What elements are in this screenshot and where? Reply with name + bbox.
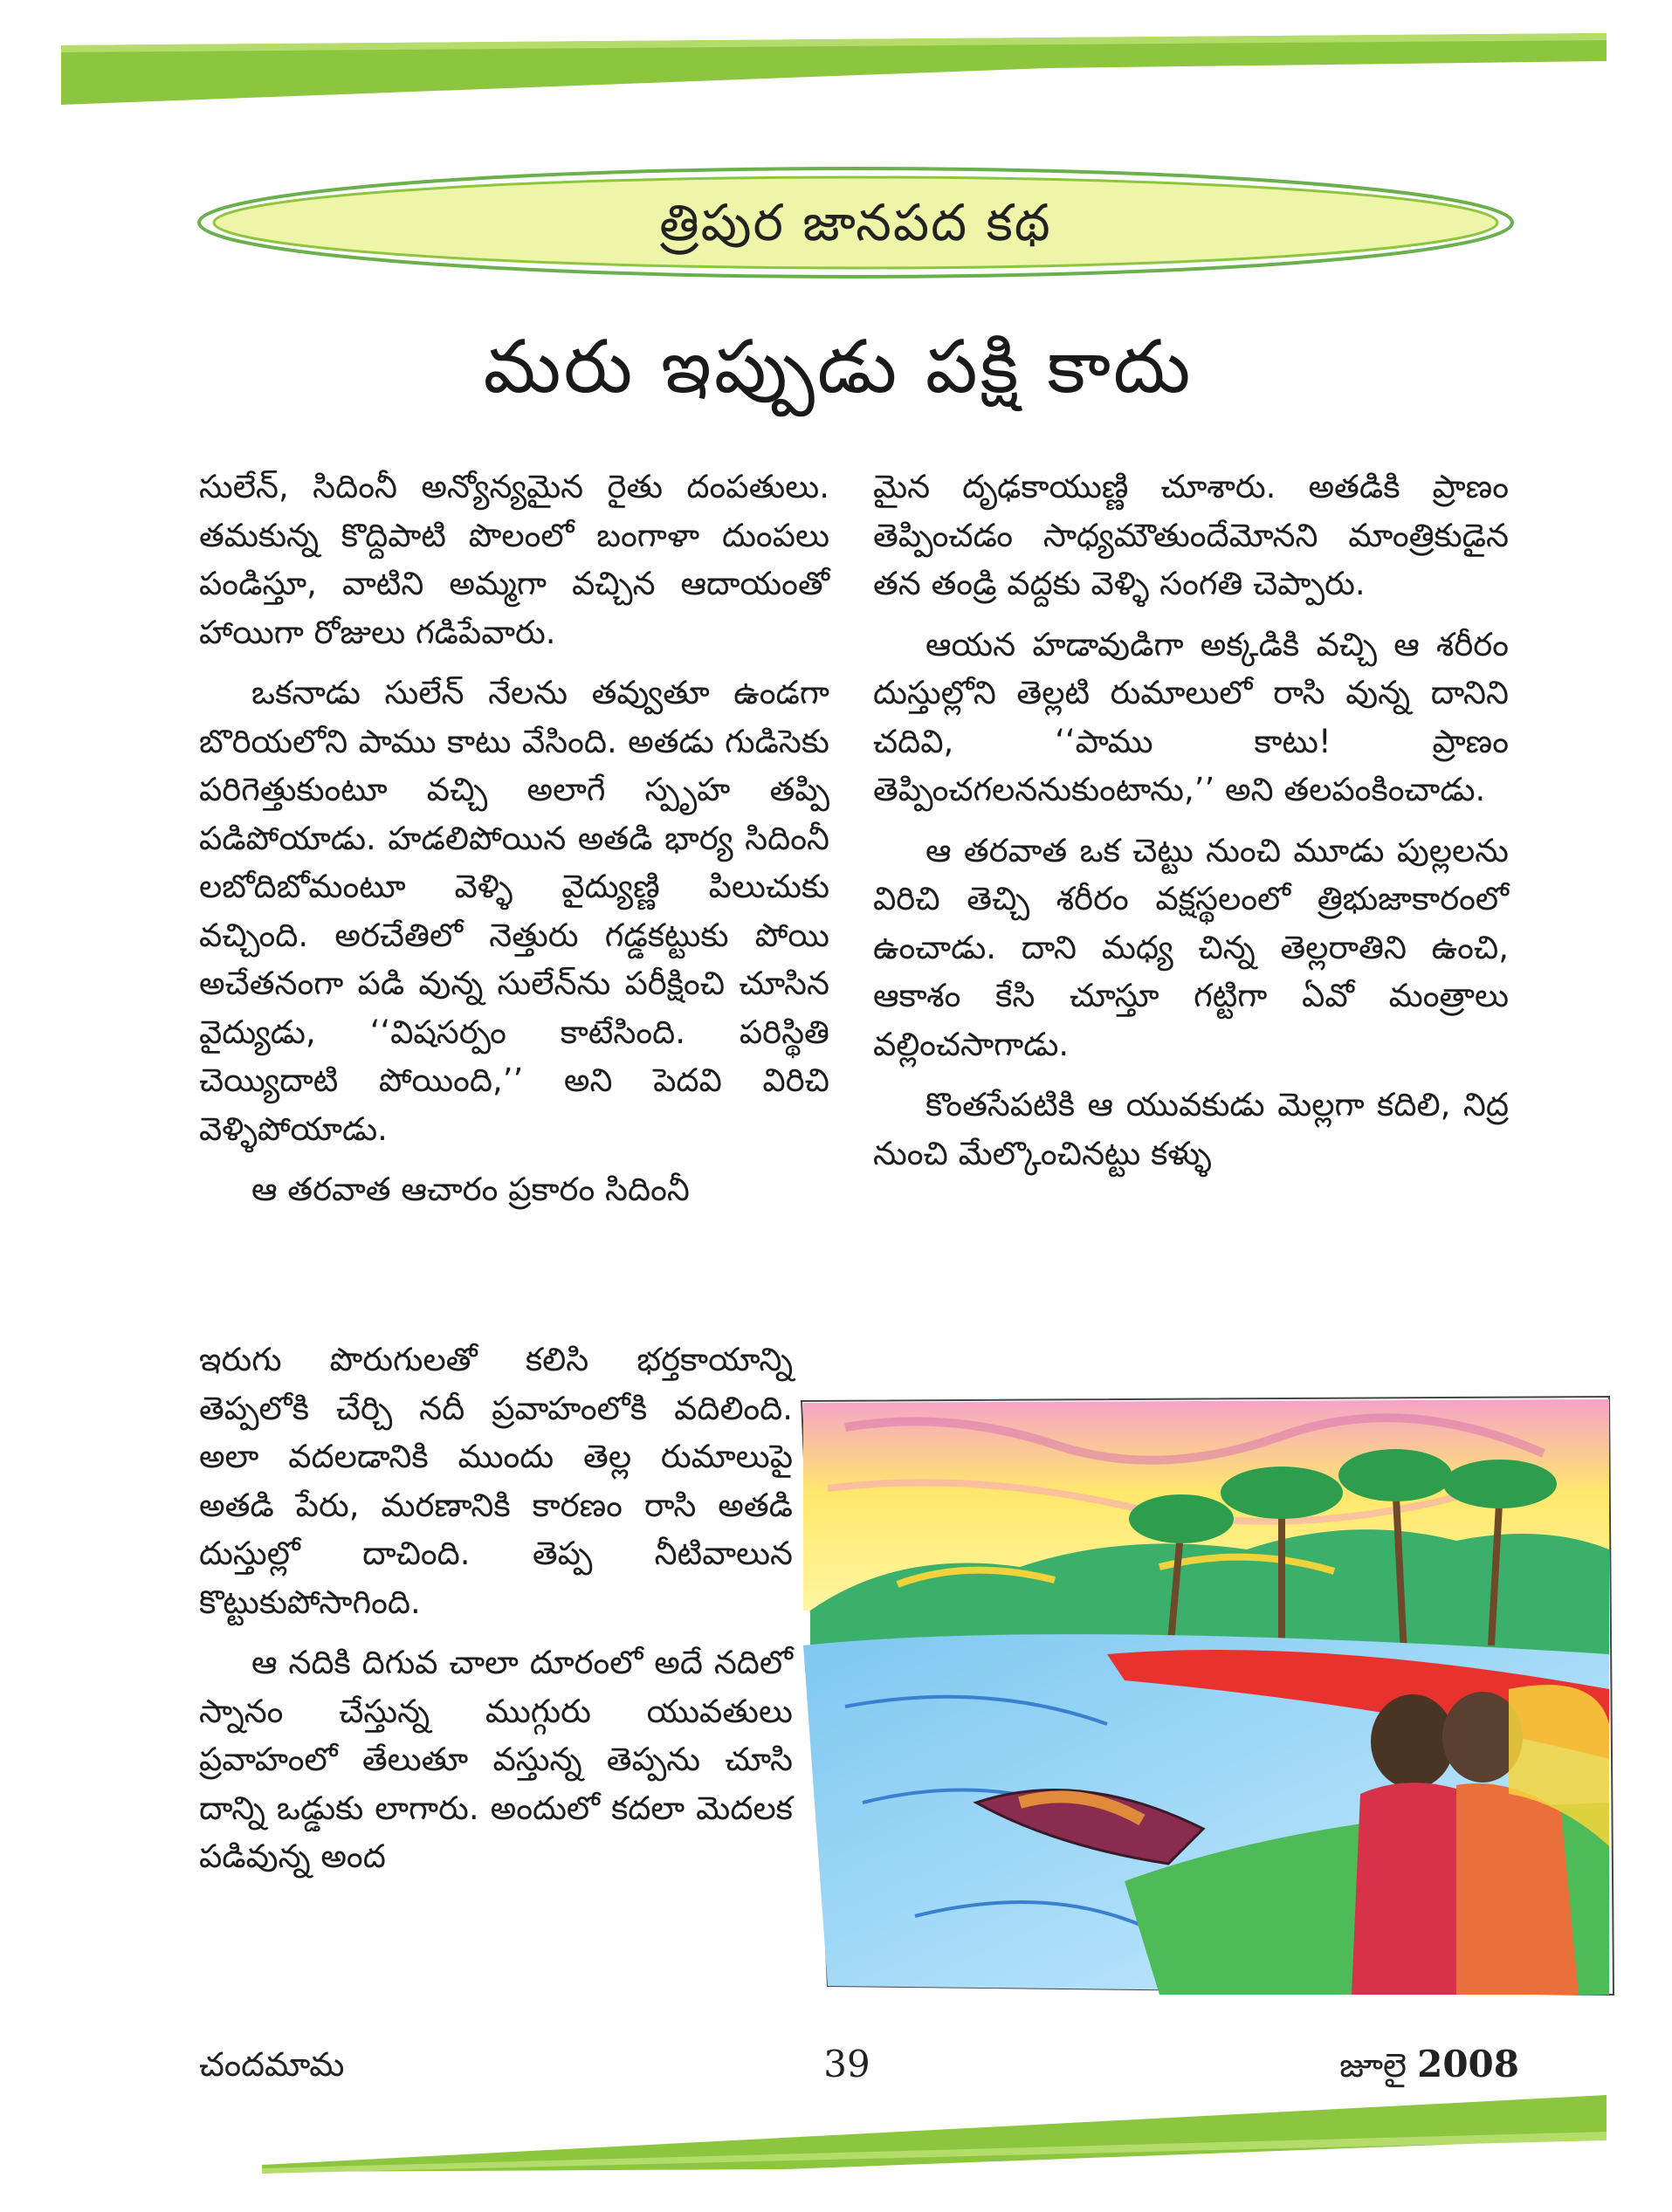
left-paragraph-2: ఒకనాడు సులేన్ నేలను తవ్వుతూ ఉండగా బొరియలోని పాము కాటు వేసింది. అతడు గుడిసెకు పరిగెత్తుకుంటూ వచ్చి అలాగే స్పృహ తప్పి పడిపోయాడు. హడలిపోయిన అతడి భార్య సిదింనీ లబోదిబోమంటూ వెళ్ళి వైద్యుణ్ణి పిలుచుకు వచ్చింది. అరచేతిలో నెత్తురు గడ్డకట్టుకు పోయి అచేతనంగా పడి వున్న సులేన్‌ను పరీక్షించి చూసిన వైద్యుడు, ‘‘విషసర్పం కాటేసింది. పరిస్థితి చెయ్యిదాటి పోయింది,’’ అని పెదవి విరిచి వెళ్ళిపోయాడు. [199, 674, 829, 1148]
left-column [199, 463, 829, 1226]
left-paragraph-3-start: ఆ తరవాత ఆచారం ప్రకారం సిదింనీ [251, 1171, 690, 1208]
left-column-lower [199, 1336, 793, 1893]
right-column [873, 463, 1509, 1190]
series-title: త్రిపుర జానపద కథ [659, 193, 1052, 252]
river-raft-illustration [793, 1392, 1622, 2003]
bottom-green-band [0, 2078, 1672, 2182]
top-green-band [0, 17, 1672, 113]
left-paragraph-4: ఆ నదికి దిగువ చాలా దూరంలో అదే నదిలో స్నానం చేస్తున్న ముగ్గురు యువతులు ప్రవాహంలో తేలుతూ వస్తున్న తెప్పను చూసి దాన్ని ఒడ్డుకు లాగారు. అందులో కదలా మెదలక పడివున్న అంద [199, 1644, 793, 1875]
left-paragraph-1: సులేన్, సిదింనీ అన్యోన్యమైన రైతు దంపతులు. తమకున్న కొద్దిపాటి పొలంలో బంగాళా దుంపలు పండిస్తూ, వాటిని అమ్మగా వచ్చిన ఆదాయంతో హాయిగా రోజులు గడిపేవారు. [199, 468, 829, 651]
page-number: 39 [823, 2043, 870, 2085]
footer-year: 2008 [1417, 2043, 1519, 2085]
footer-magazine-name: చందమామ [199, 2045, 345, 2084]
right-paragraph-1: మైన దృఢకాయుణ్ణి చూశారు. అతడికి ప్రాణం తెప్పించడం సాధ్యమౌతుందేమోనని మాంత్రికుడైన తన తండ్రి వద్దకు వెళ్ళి సంగతి చెప్పారు. [873, 468, 1509, 602]
left-paragraph-3-rest: ఇరుగు పొరుగులతో కలిసి భర్తకాయాన్ని తెప్పలోకి చేర్చి నదీ ప్రవాహంలోకి వదిలింది. అలా వదలడానికి ముందు తెల్ల రుమాలుపై అతడి పేరు, మరణానికి కారణం రాసి అతడి దుస్తుల్లో దాచింది. తెప్ప నీటివాలున కొట్టుకుపోసాగింది. [199, 1341, 793, 1621]
right-paragraph-2: ఆయన హడావుడిగా అక్కడికి వచ్చి ఆ శరీరం దుస్తుల్లోని తెల్లటి రుమాలులో రాసి వున్న దానిని చదివి, ‘‘పాము కాటు! ప్రాణం తెప్పించగలననుకుంటాను,’’ అని తలపంకించాడు. [873, 625, 1509, 808]
series-title-banner [192, 161, 1519, 284]
footer-month: జూలై [1339, 2046, 1407, 2085]
right-paragraph-3: ఆ తరవాత ఒక చెట్టు నుంచి మూడు పుల్లలను విరిచి తెచ్చి శరీరం వక్షస్థలంలో త్రిభుజాకారంలో ఉంచాడు. దాని మధ్య చిన్న తెల్లరాతిని ఉంచి, ఆకాశం కేసి చూస్తూ గట్టిగా ఏవో మంత్రాలు వల్లించసాగాడు. [873, 831, 1509, 1063]
story-title: మరు ఇప్పుడు పక్షి కాదు [483, 324, 1194, 409]
right-paragraph-4: కొంతసేపటికి ఆ యువకుడు మెల్లగా కదిలి, నిద్ర నుంచి మేల్కొంచినట్టు కళ్ళు [873, 1086, 1509, 1172]
